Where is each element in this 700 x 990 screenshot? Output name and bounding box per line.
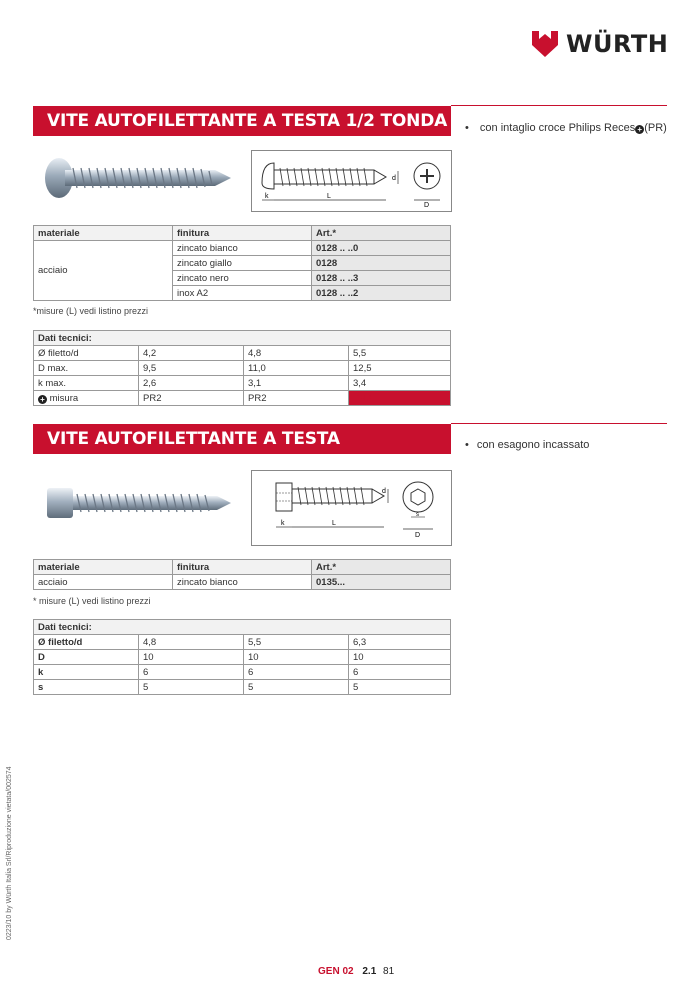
tech-value: PR2	[244, 391, 349, 406]
tech-value: 4,8	[244, 346, 349, 361]
table-row	[34, 680, 451, 695]
table-row	[34, 665, 451, 680]
tech-value: 4,8	[139, 635, 244, 650]
tech-value: 12,5	[349, 361, 451, 376]
finitura-cell: zincato bianco	[173, 241, 312, 256]
section1-rule	[451, 105, 667, 106]
drawing1-d-label: d	[392, 175, 396, 182]
table-header-row	[34, 620, 451, 635]
art-cell: 0128	[312, 256, 451, 271]
section1-materials-table	[33, 225, 451, 301]
cylinder-head-screw-photo	[33, 470, 243, 538]
tech-value: 3,4	[349, 376, 451, 391]
header-finitura: finitura	[173, 226, 312, 241]
table-row	[34, 391, 451, 406]
drawing2-s-label: s	[416, 512, 419, 518]
tech-value: 10	[139, 650, 244, 665]
finitura-cell: zincato bianco	[173, 575, 312, 590]
drawing2-L-label: L	[332, 520, 336, 527]
drawing2-D-label: D	[415, 532, 421, 539]
tech-value: 11,0	[244, 361, 349, 376]
section2-materials-table	[33, 559, 451, 590]
header-materiale: materiale	[34, 226, 173, 241]
header-materiale: materiale	[34, 560, 173, 575]
tech-label: s	[34, 680, 139, 695]
phillips-plus-icon: +	[635, 125, 644, 134]
section1-feature	[465, 122, 667, 134]
table-header-row	[34, 226, 451, 241]
tech-value: 5,5	[244, 635, 349, 650]
page-footer	[318, 966, 394, 977]
finitura-cell: zincato nero	[173, 271, 312, 286]
art-cell: 0128 .. ..0	[312, 241, 451, 256]
drawing2-k-label: k	[281, 520, 285, 527]
table-row	[34, 361, 451, 376]
tech-value: 5	[244, 680, 349, 695]
table-header-row	[34, 560, 451, 575]
section1-tech-table	[33, 330, 451, 406]
tech-label: k max.	[34, 376, 139, 391]
section1-title: VITE AUTOFILETTANTE A TESTA 1/2 TONDA	[33, 106, 451, 136]
copyright-side-note: 0223/10 by Würth Italia Srl/Riproduzione vietata/002574	[6, 766, 13, 940]
footer-section: GEN 02	[318, 966, 354, 977]
finitura-cell: zincato giallo	[173, 256, 312, 271]
header-finitura: finitura	[173, 560, 312, 575]
cylinder-head-screw-drawing	[251, 470, 452, 546]
tech-value-highlight: PR3	[349, 391, 451, 406]
tech-value: 10	[349, 650, 451, 665]
table-row	[34, 650, 451, 665]
table-header-row	[34, 331, 451, 346]
tech-value: 5,5	[349, 346, 451, 361]
tech-label: Ø filetto/d	[34, 346, 139, 361]
tech-title: Dati tecnici:	[34, 331, 451, 346]
round-head-screw-drawing	[251, 150, 452, 212]
tech-value: 5	[139, 680, 244, 695]
tech-title: Dati tecnici:	[34, 620, 451, 635]
tech-label: D	[34, 650, 139, 665]
tech-value: 6	[244, 665, 349, 680]
header-art: Art.*	[312, 560, 451, 575]
tech-value: 6	[349, 665, 451, 680]
table-row	[34, 575, 451, 590]
art-cell: 0135...	[312, 575, 451, 590]
tech-value: 3,1	[244, 376, 349, 391]
tech-value: 6,3	[349, 635, 451, 650]
tech-value: 6	[139, 665, 244, 680]
header-art: Art.*	[312, 226, 451, 241]
section1-feature-suffix: (PR)	[644, 122, 667, 134]
tech-label-misura	[34, 391, 139, 406]
tech-value: 5	[349, 680, 451, 695]
art-cell: 0128 .. ..3	[312, 271, 451, 286]
footer-chapter: 2.1	[362, 966, 377, 977]
tech-label: Ø filetto/d	[34, 635, 139, 650]
phillips-plus-icon: +	[38, 395, 47, 404]
tech-value: PR2	[139, 391, 244, 406]
table-row	[34, 241, 451, 256]
brand-name: WÜRTH	[566, 30, 669, 58]
drawing1-k-label: k	[265, 193, 269, 200]
section2-feature: • con esagono incassato	[465, 439, 589, 451]
table-row	[34, 346, 451, 361]
table-row	[34, 635, 451, 650]
wurth-logo	[530, 28, 670, 60]
finitura-cell: inox A2	[173, 286, 312, 301]
tech-label: D max.	[34, 361, 139, 376]
drawing2-d-label: d	[382, 488, 386, 495]
tech-label: misura	[49, 392, 79, 404]
tech-value: 2,6	[139, 376, 244, 391]
table-row	[34, 376, 451, 391]
section1-feature-text: con intaglio croce Philips Reces	[479, 122, 636, 134]
art-cell: 0128 .. ..2	[312, 286, 451, 301]
section2-rule	[451, 423, 667, 424]
round-head-screw-photo	[33, 147, 243, 215]
section1-note: *misure (L) vedi listino prezzi	[33, 306, 149, 316]
section2-note: * misure (L) vedi listino prezzi	[33, 596, 151, 606]
section2-tech-table	[33, 619, 451, 695]
section2-title: VITE AUTOFILETTANTE A TESTA CILINDRICA	[33, 424, 451, 454]
tech-label: k	[34, 665, 139, 680]
drawing1-L-label: L	[327, 193, 331, 200]
tech-value: 9,5	[139, 361, 244, 376]
tech-value: 10	[244, 650, 349, 665]
material-cell: acciaio	[34, 241, 173, 301]
tech-value: 4,2	[139, 346, 244, 361]
drawing1-D-label: D	[424, 202, 430, 209]
footer-page-number: 81	[383, 966, 395, 977]
wurth-logo-mark-icon	[530, 29, 560, 59]
material-cell: acciaio	[34, 575, 173, 590]
